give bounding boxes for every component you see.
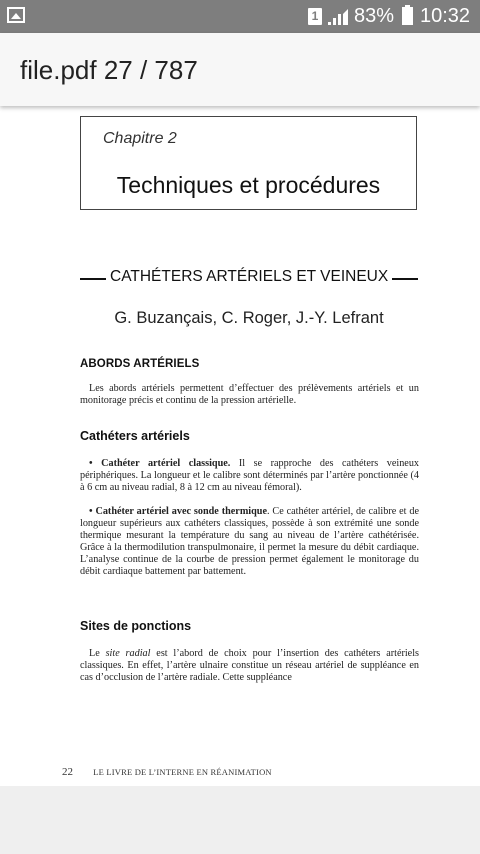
paragraph-sites-text: est l’abord de choix pour l’insertion des cathéters artériels classiques. En effet, l’artère ulnaire constitue un réseau artériel de suppléance en cas d’occlusion de l’artère radiale. Cette suppléance — [80, 648, 419, 683]
app-bar — [0, 33, 480, 106]
clock: 10:32 — [420, 5, 471, 27]
paragraph-abords — [80, 383, 419, 407]
running-title: LE LIVRE DE L’INTERNE EN RÉANIMATION — [93, 767, 272, 777]
pdf-page[interactable] — [0, 106, 480, 786]
document-title: file.pdf 27 / 787 — [20, 55, 198, 85]
heading-rule-right — [392, 278, 418, 280]
chapter-box — [80, 116, 417, 210]
heading-rule-left — [80, 278, 106, 280]
heading-catheters-arteriels: Cathéters artériels — [80, 429, 190, 443]
section-title: CATHÉTERS ARTÉRIELS ET VEINEUX — [110, 268, 389, 285]
paragraph-sites — [80, 648, 419, 684]
signal-icon — [327, 8, 349, 26]
bullet-1-text: Il se rapproche des cathéters veineux périphériques. La longueur et le calibre sont déterminés par l’artère ponctionnée (4 à 6 cm au niveau radial, 8 à 12 cm au niveau fémoral). — [80, 458, 420, 493]
paragraph-sites-start: Le — [89, 648, 106, 659]
chapter-title: Techniques et procédures — [116, 172, 381, 198]
heading-sites-ponctions: Sites de ponctions — [80, 619, 192, 633]
battery-icon — [402, 7, 413, 25]
authors: G. Buzançais, C. Roger, J.-Y. Lefrant — [114, 309, 384, 327]
chapter-label: Chapitre 2 — [103, 130, 177, 147]
sim-icon: 1 — [308, 8, 322, 25]
paragraph-abords-text: Les abords artériels permettent d’effectuer des prélèvements artériels et un monitorage précis et continu de la pression artérielle. — [80, 383, 419, 406]
battery-percentage: 83% — [354, 5, 395, 27]
bullet-catheter-classique: • Cathéter artériel classique. Il se rapproche des cathéters veineux périphériques. La longueur et le calibre sont déterminés par l’artère ponctionnée (4 à 6 cm au niveau radial, 8 à 12 cm au niveau fémoral). — [80, 458, 420, 493]
status-bar — [0, 0, 480, 33]
page-footer — [62, 766, 272, 778]
bullet-catheter-sonde: • Cathéter artériel avec sonde thermique. Ce cathéter artériel, de calibre et de longueur supérieurs aux cathéters classiques, possède à son extrémité une sonde thermique mesurant la température du sang au niveau de l’artère cathétérisée. Grâce à la thermodilution transpulmonaire, il permet la mesure du débit cardiaque. L’analyse continue de la courbe de pression permet également le monitorage du débit cardiaque battement par battement. — [80, 506, 420, 577]
gallery-icon — [7, 7, 25, 23]
bullet-2-text: . Ce cathéter artériel, de calibre et de longueur supérieurs aux cathéters classiques, possède à son extrémité une sonde thermique mesurant la température du sang au niveau de l’artère cathétérisée. Grâce à la thermodilution transpulmonaire, il permet la mesure du débit cardiaque. L’analyse continue de la courbe de pression permet également le monitorage du débit cardiaque battement par battement. — [80, 506, 420, 577]
section-heading — [80, 266, 418, 290]
bullet-1-title: Cathéter artériel classique. — [101, 458, 231, 469]
bullet-2-title: Cathéter artériel avec sonde thermique — [95, 506, 267, 517]
paragraph-sites-italic: site radial — [105, 648, 151, 659]
page-number: 22 — [62, 766, 73, 778]
heading-abords-arteriels: ABORDS ARTÉRIELS — [80, 358, 200, 370]
